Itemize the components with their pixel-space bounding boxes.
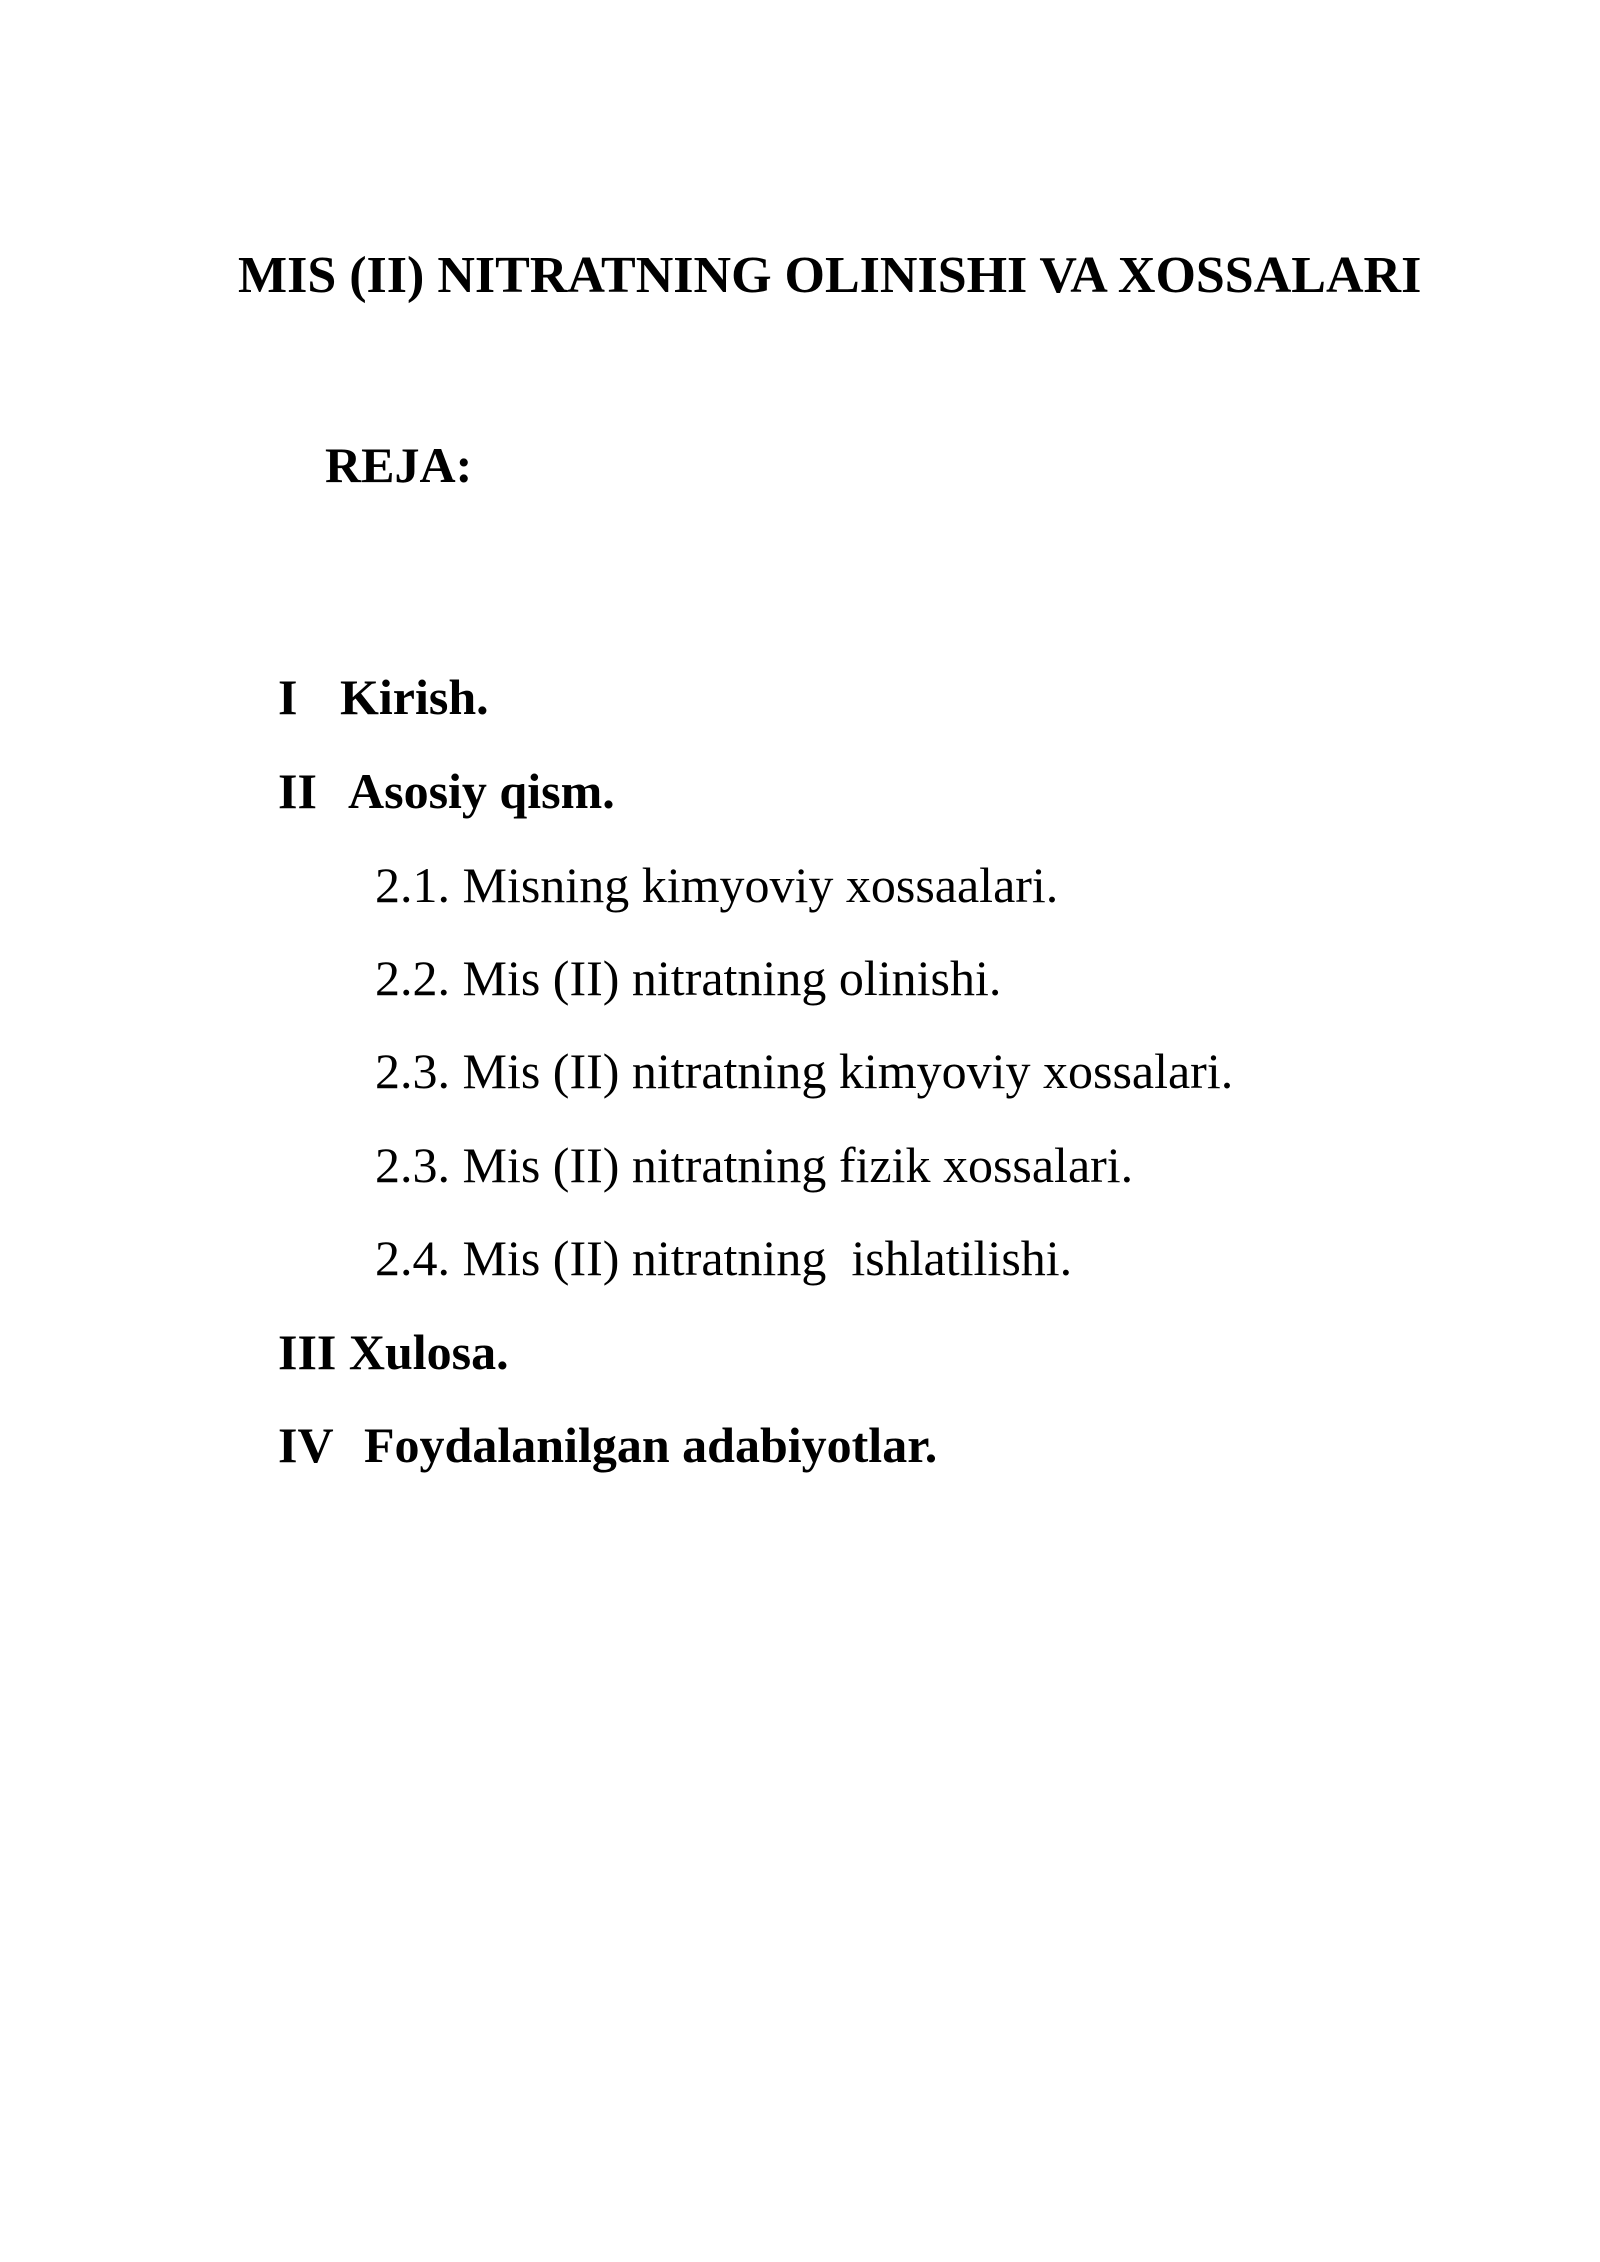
outline-number: III [278,1324,337,1380]
outline-text: Foydalanilgan adabiyotlar. [364,1417,938,1473]
plan-heading: REJA: [325,437,473,493]
document-title: MIS (II) NITRATNING OLINISHI VA XOSSALARI [238,247,1422,304]
outline-number: 2.2. [375,950,450,1006]
outline-number: II [278,763,317,819]
outline-number: 2.3. [375,1043,450,1099]
outline-number: 2.1. [375,857,450,913]
outline-text: Mis (II) nitratning ishlatilishi. [462,1230,1073,1286]
outline-text: Xulosa. [348,1324,509,1380]
outline-text: Mis (II) nitratning kimyoviy xossalari. [462,1043,1234,1099]
outline-text: Mis (II) nitratning olinishi. [462,950,1002,1006]
outline-number: 2.3. [375,1137,450,1193]
outline-number: I [278,669,298,725]
outline-text: Mis (II) nitratning fizik xossalari. [462,1137,1134,1193]
outline-text: Kirish. [340,669,489,725]
outline-item-references [228,1370,937,1520]
outline-number: IV [278,1417,334,1473]
outline-text: Asosiy qism. [348,763,615,819]
outline-text: Misning kimyoviy xossaalari. [462,857,1059,913]
outline-number: 2.4. [375,1230,450,1286]
